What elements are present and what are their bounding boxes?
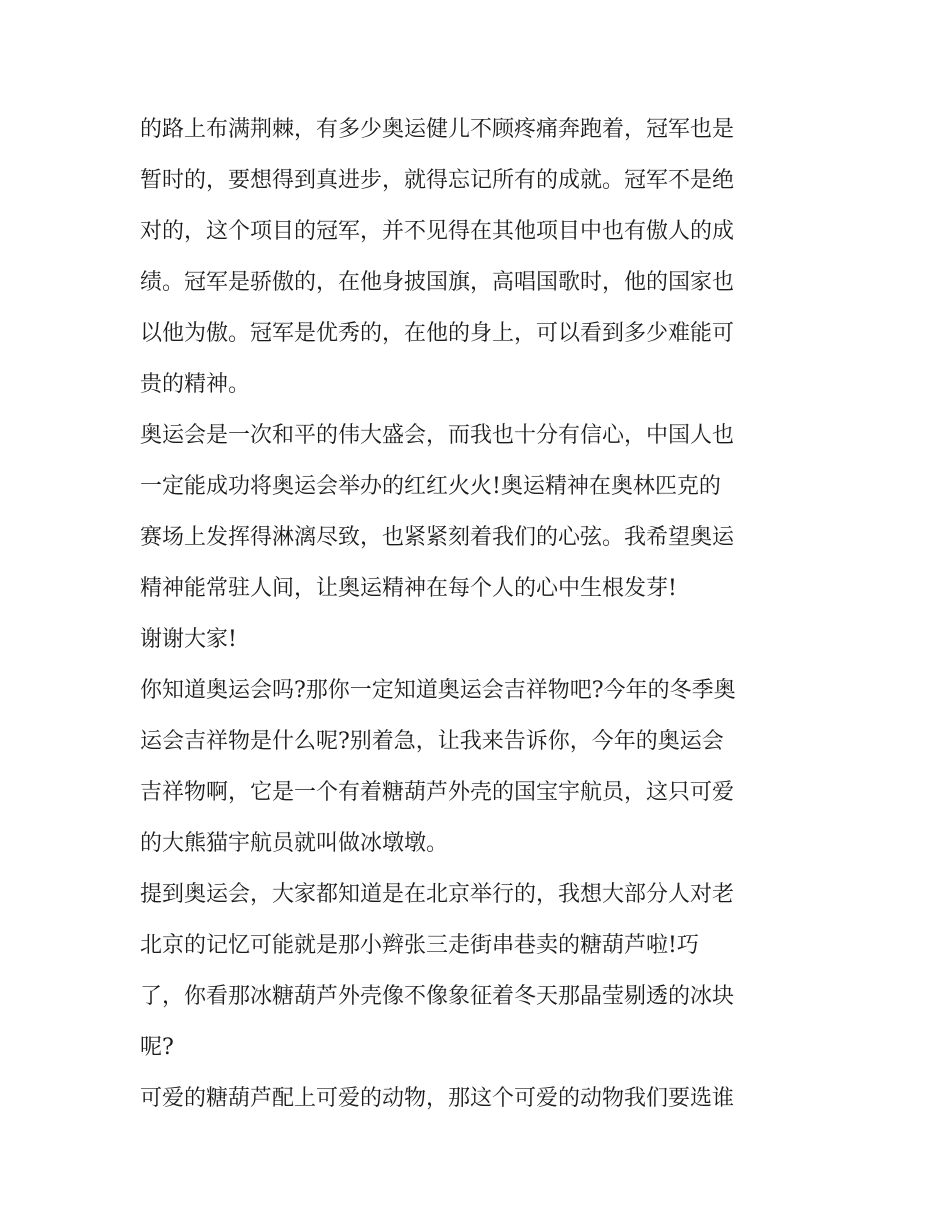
text-line: 暂时的，要想得到真进步，就得忘记所有的成就。冠军不是绝 (140, 168, 735, 193)
text-line: 了，你看那冰糖葫芦外壳像不像象征着冬天那晶莹剔透的冰块 (140, 984, 735, 1009)
text-line: 北京的记忆可能就是那小辫张三走街串巷卖的糖葫芦啦!巧 (140, 933, 699, 958)
text-line: 可爱的糖葫芦配上可爱的动物，那这个可爱的动物我们要选谁 (140, 1086, 735, 1111)
text-line: 一定能成功将奥运会举办的红红火火!奥运精神在奥林匹克的 (140, 474, 721, 499)
text-line: 精神能常驻人间，让奥运精神在每个人的心中生根发芽! (140, 576, 677, 601)
text-line: 提到奥运会，大家都知道是在北京举行的，我想大部分人对老 (140, 882, 735, 907)
text-line: 谢谢大家! (140, 627, 237, 652)
text-line: 赛场上发挥得淋漓尽致，也紧紧刻着我们的心弦。我希望奥运 (140, 525, 735, 550)
text-line: 运会吉祥物是什么呢?别着急，让我来告诉你，今年的奥运会 (140, 729, 724, 754)
text-line: 呢? (140, 1035, 174, 1060)
text-line: 的路上布满荆棘，有多少奥运健儿不顾疼痛奔跑着，冠军也是 (140, 117, 735, 142)
text-line: 绩。冠军是骄傲的，在他身披国旗，高唱国歌时，他的国家也 (140, 270, 735, 295)
text-line: 以他为傲。冠军是优秀的，在他的身上，可以看到多少难能可 (140, 321, 735, 346)
text-line: 对的，这个项目的冠军，并不见得在其他项目中也有傲人的成 (140, 219, 735, 244)
text-line: 的大熊猫宇航员就叫做冰墩墩。 (140, 831, 449, 856)
text-line: 贵的精神。 (140, 372, 251, 397)
text-line: 吉祥物啊，它是一个有着糖葫芦外壳的国宝宇航员，这只可爱 (140, 780, 735, 805)
document-body (140, 104, 820, 1124)
text-line: 奥运会是一次和平的伟大盛会，而我也十分有信心，中国人也 (140, 423, 735, 448)
text-line: 你知道奥运会吗?那你一定知道奥运会吉祥物吧?今年的冬季奥 (140, 678, 736, 703)
